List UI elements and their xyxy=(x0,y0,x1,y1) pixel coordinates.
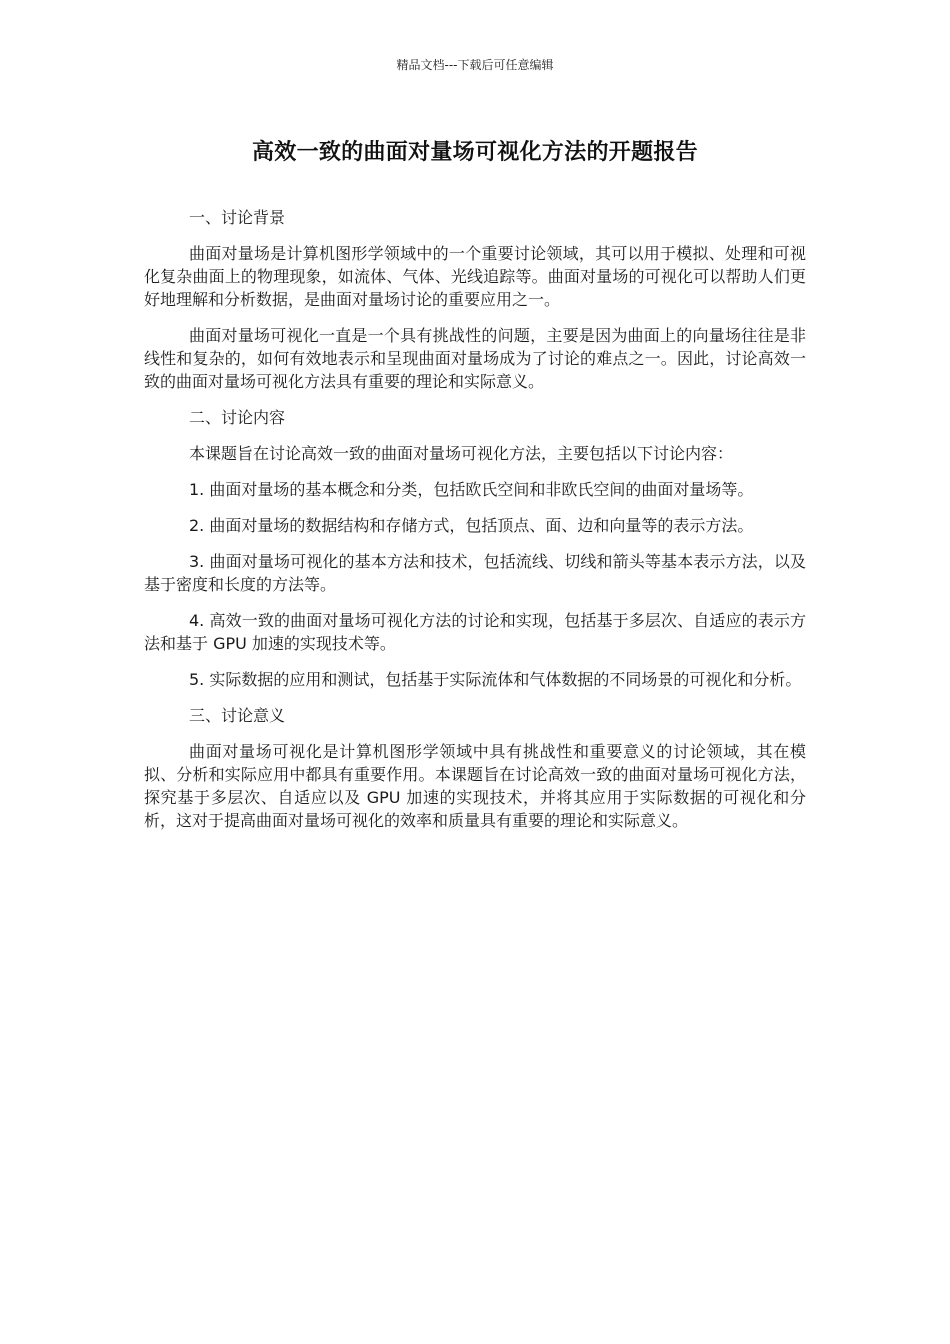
list-item: 2. 曲面对量场的数据结构和存储方式，包括顶点、面、边和向量等的表示方法。 xyxy=(189,516,754,535)
section-heading-content: 二、讨论内容 xyxy=(189,408,286,427)
list-item: 4. 高效一致的曲面对量场可视化方法的讨论和实现，包括基于多层次、自适应的表示方法和基于 GPU 加速的实现技术等。 xyxy=(144,611,806,653)
paragraph: 曲面对量场是计算机图形学领域中的一个重要讨论领域，其可以用于模拟、处理和可视化复杂曲面上的物理现象，如流体、气体、光线追踪等。曲面对量场的可视化可以帮助人们更好地理解和分析数据，是曲面对量场讨论的重要应用之一。 xyxy=(144,244,806,309)
section-heading-significance: 三、讨论意义 xyxy=(189,706,286,725)
section-heading-background: 一、讨论背景 xyxy=(189,208,286,227)
list-item: 3. 曲面对量场可视化的基本方法和技术，包括流线、切线和箭头等基本表示方法，以及基于密度和长度的方法等。 xyxy=(144,552,806,594)
document-body xyxy=(144,206,806,845)
document-title: 高效一致的曲面对量场可视化方法的开题报告 xyxy=(251,140,698,165)
paragraph: 曲面对量场可视化一直是一个具有挑战性的问题，主要是因为曲面上的向量场往往是非线性和复杂的，如何有效地表示和呈现曲面对量场成为了讨论的难点之一。因此，讨论高效一致的曲面对量场可视化方法具有重要的理论和实际意义。 xyxy=(144,326,806,391)
header-note: 精品文档---下载后可任意编辑 xyxy=(396,58,554,72)
paragraph: 本课题旨在讨论高效一致的曲面对量场可视化方法，主要包括以下讨论内容： xyxy=(189,444,734,463)
paragraph: 曲面对量场可视化是计算机图形学领域中具有挑战性和重要意义的讨论领域，其在模拟、分析和实际应用中都具有重要作用。本课题旨在讨论高效一致的曲面对量场可视化方法，探究基于多层次、自适应以及 GPU 加速的实现技术，并将其应用于实际数据的可视化和分析，这对于提高曲面对量场可视化的效率和质量具有重要的理论和实际意义。 xyxy=(144,742,806,830)
list-item: 5. 实际数据的应用和测试，包括基于实际流体和气体数据的不同场景的可视化和分析。 xyxy=(189,670,802,689)
list-item: 1. 曲面对量场的基本概念和分类，包括欧氏空间和非欧氏空间的曲面对量场等。 xyxy=(189,480,754,499)
